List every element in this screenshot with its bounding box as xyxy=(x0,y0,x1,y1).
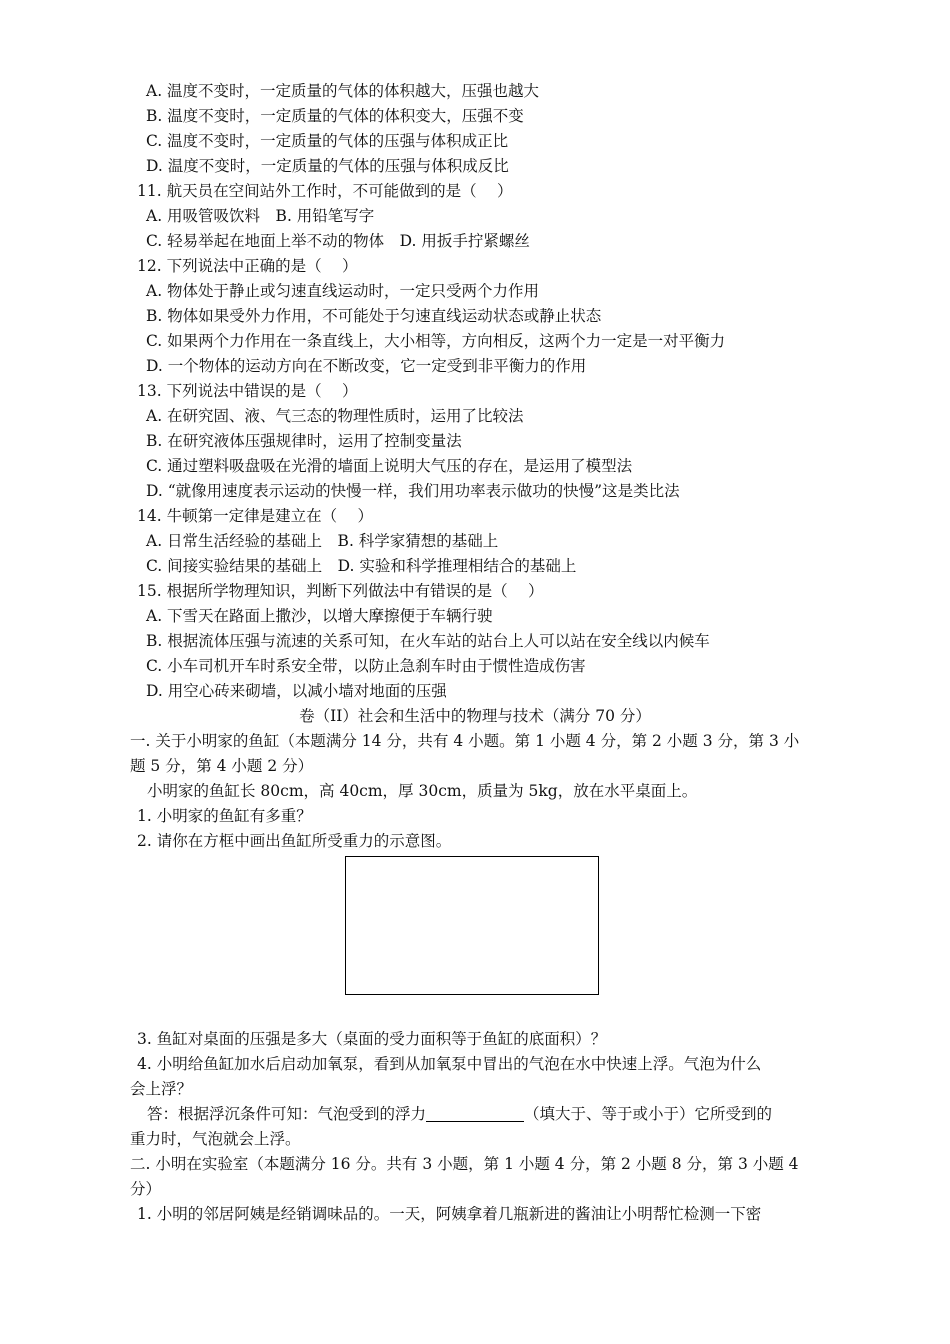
q11-options-ab: A. 用吸管吸饮料 B. 用铅笔写字 xyxy=(146,207,375,225)
q15-stem: 15. 根据所学物理知识，判断下列做法中有错误的是（ ） xyxy=(137,582,544,600)
part1-q2: 2. 请你在方框中画出鱼缸所受重力的示意图。 xyxy=(137,832,452,850)
q11-stem: 11. 航天员在空间站外工作时，不可能做到的是（ ） xyxy=(137,182,513,200)
q13-option-b: B. 在研究液体压强规律时，运用了控制变量法 xyxy=(146,432,462,450)
q14-options-cd: C. 间接实验结果的基础上 D. 实验和科学推理相结合的基础上 xyxy=(146,557,577,575)
part1-heading-line2: 题 5 分，第 4 小题 2 分） xyxy=(130,757,314,775)
q14-options-ab: A. 日常生活经验的基础上 B. 科学家猜想的基础上 xyxy=(146,532,499,550)
q13-stem: 13. 下列说法中错误的是（ ） xyxy=(137,382,358,400)
q10-option-c: C. 温度不变时，一定质量的气体的压强与体积成正比 xyxy=(146,132,509,150)
q12-option-c: C. 如果两个力作用在一条直线上，大小相等，方向相反，这两个力一定是一对平衡力 xyxy=(146,332,726,350)
part1-heading-line1: 一. 关于小明家的鱼缸（本题满分 14 分，共有 4 小题。第 1 小题 4 分，第 2 小题 3 分，第 3 小 xyxy=(130,732,800,750)
answer-line xyxy=(147,1103,772,1125)
q10-option-b: B. 温度不变时，一定质量的气体的体积变大，压强不变 xyxy=(146,107,524,125)
q12-option-d: D. 一个物体的运动方向在不断改变，它一定受到非平衡力的作用 xyxy=(146,357,587,375)
answer-blank[interactable] xyxy=(426,1105,524,1122)
answer-prefix: 答：根据浮沉条件可知：气泡受到的浮力 xyxy=(147,1105,427,1123)
part1-q4-line1: 4. 小明给鱼缸加水后启动加氧泵，看到从加氧泵中冒出的气泡在水中快速上浮。气泡为什么 xyxy=(137,1055,762,1073)
q15-option-d: D. 用空心砖来砌墙，以减小墙对地面的压强 xyxy=(146,682,447,700)
part1-q1: 1. 小明家的鱼缸有多重？ xyxy=(137,807,312,825)
q13-option-c: C. 通过塑料吸盘吸在光滑的墙面上说明大气压的存在，是运用了模型法 xyxy=(146,457,633,475)
answer-line2: 重力时，气泡就会上浮。 xyxy=(130,1130,301,1148)
q12-stem: 12. 下列说法中正确的是（ ） xyxy=(137,257,358,275)
q14-stem: 14. 牛顿第一定律是建立在（ ） xyxy=(137,507,374,525)
part2-q1-line1: 1. 小明的邻居阿姨是经销调味品的。一天，阿姨拿着几瓶新进的酱油让小明帮忙检测一下密 xyxy=(137,1205,762,1223)
part2-heading-line1: 二. 小明在实验室（本题满分 16 分。共有 3 小题，第 1 小题 4 分，第 2 小题 8 分，第 3 小题 4 xyxy=(130,1155,799,1173)
q13-option-d: D. “就像用速度表示运动的快慢一样，我们用功率表示做功的快慢”这是类比法 xyxy=(146,482,680,500)
q15-option-b: B. 根据流体压强与流速的关系可知，在火车站的站台上人可以站在安全线以内候车 xyxy=(146,632,710,650)
part1-intro: 小明家的鱼缸长 80cm，高 40cm，厚 30cm，质量为 5kg，放在水平桌面上。 xyxy=(147,782,698,800)
drawing-box xyxy=(345,856,599,995)
part1-q3: 3. 鱼缸对桌面的压强是多大（桌面的受力面积等于鱼缸的底面积）？ xyxy=(137,1030,607,1048)
part1-q4-line2: 会上浮？ xyxy=(130,1080,193,1098)
q13-option-a: A. 在研究固、液、气三态的物理性质时，运用了比较法 xyxy=(146,407,524,425)
answer-suffix: （填大于、等于或小于）它所受到的 xyxy=(524,1105,773,1123)
q10-option-d: D. 温度不变时，一定质量的气体的压强与体积成反比 xyxy=(146,157,509,175)
section-title: 卷（II）社会和生活中的物理与技术（满分 70 分） xyxy=(299,707,651,725)
part2-heading-line2: 分） xyxy=(130,1180,162,1198)
q12-option-b: B. 物体如果受外力作用，不可能处于匀速直线运动状态或静止状态 xyxy=(146,307,602,325)
q11-options-cd: C. 轻易举起在地面上举不动的物体 D. 用扳手拧紧螺丝 xyxy=(146,232,530,250)
q15-option-a: A. 下雪天在路面上撒沙，以增大摩擦便于车辆行驶 xyxy=(146,607,493,625)
q10-option-a: A. 温度不变时，一定质量的气体的体积越大，压强也越大 xyxy=(146,82,540,100)
q12-option-a: A. 物体处于静止或匀速直线运动时，一定只受两个力作用 xyxy=(146,282,540,300)
q15-option-c: C. 小车司机开车时系安全带，以防止急刹车时由于惯性造成伤害 xyxy=(146,657,586,675)
